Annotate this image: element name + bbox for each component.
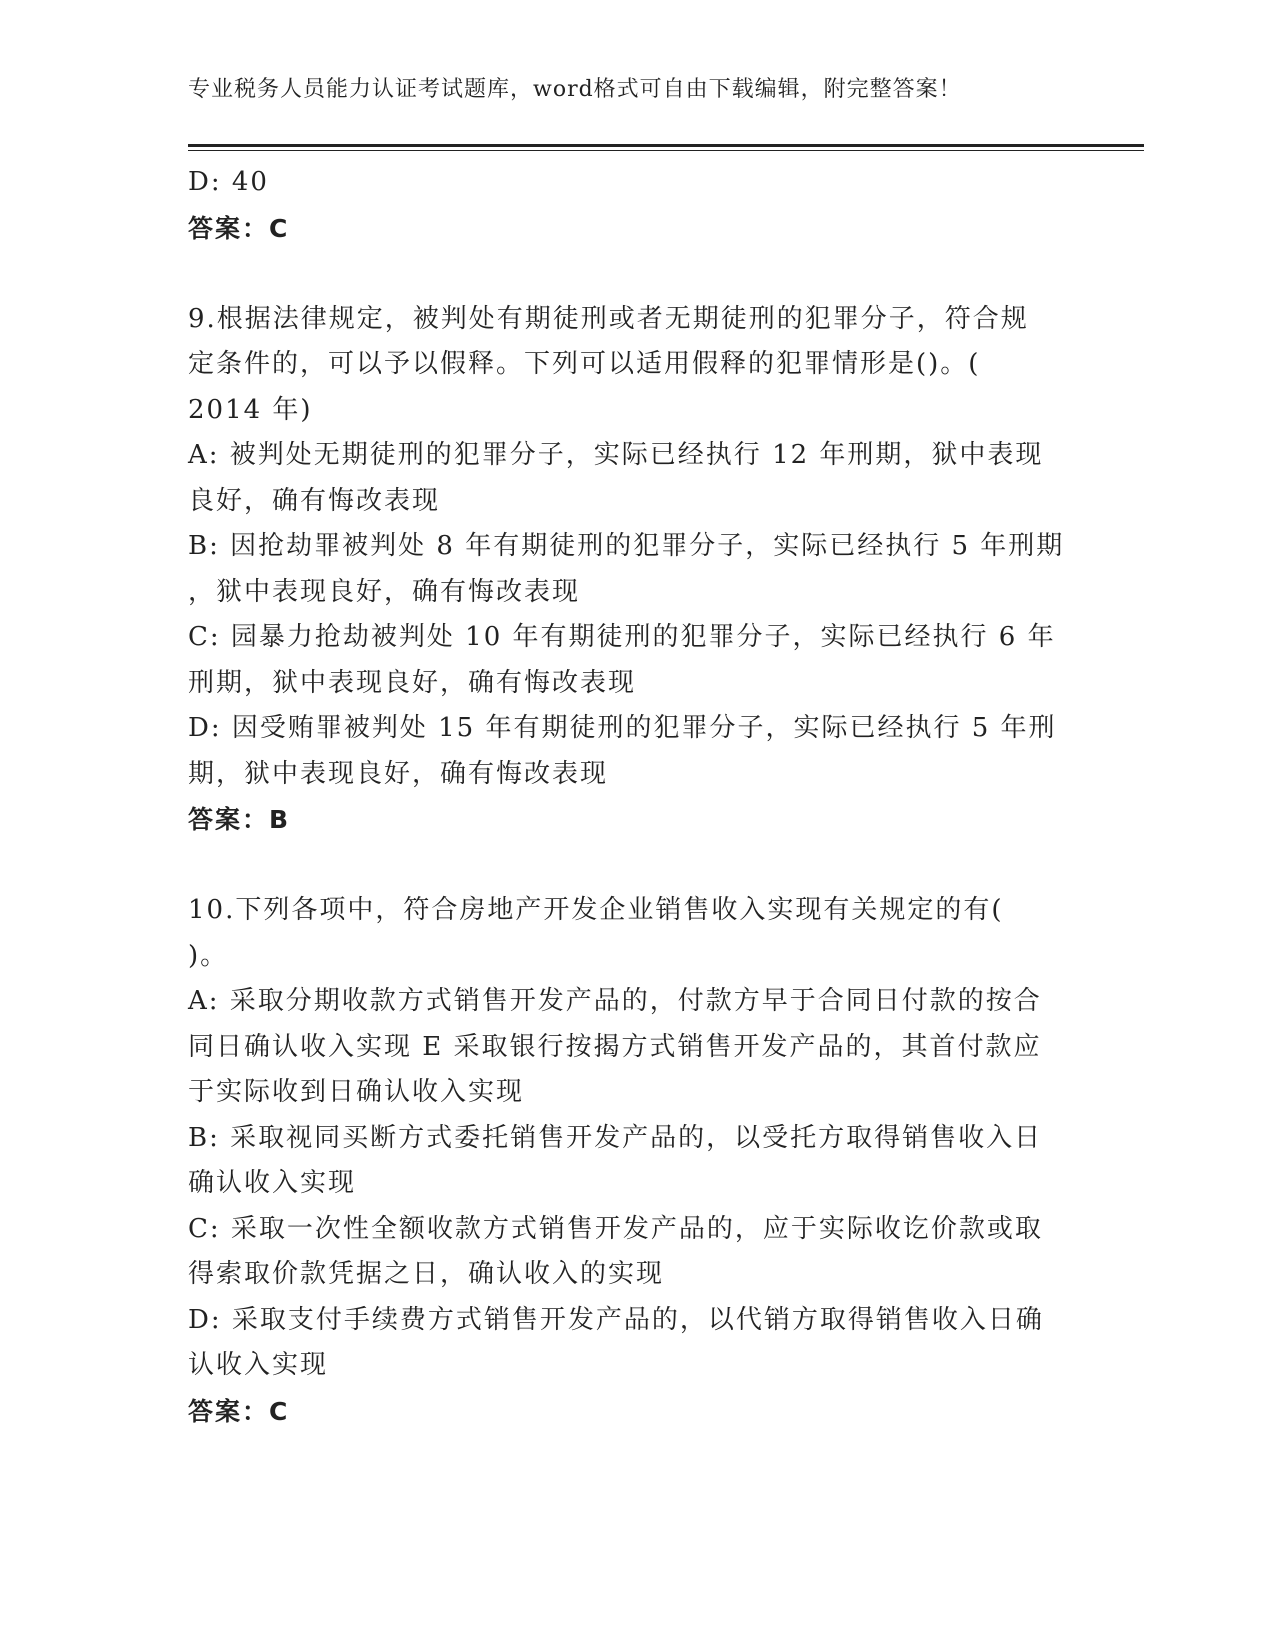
option-c: 得索取价款凭据之日，确认收入的实现 [188, 1259, 665, 1289]
option-d: D: 40 [188, 167, 269, 197]
option-d: 认收入实现 [188, 1350, 329, 1380]
option-b: B: 因抢劫罪被判处 8 年有期徒刑的犯罪分子，实际已经执行 5 年刑期 [188, 531, 1065, 561]
spacer [188, 843, 1088, 889]
option-b: 确认收入实现 [188, 1168, 357, 1198]
question-stem: 9.根据法律规定，被判处有期徒刑或者无期徒刑的犯罪分子，符合规 [188, 303, 1029, 334]
option-a: 同日确认收入实现 E 采取银行按揭方式销售开发产品的，其首付款应 [188, 1031, 1042, 1062]
question-10 [188, 888, 1088, 1434]
option-b: B: 采取视同买断方式委托销售开发产品的，以受托方取得销售收入日 [188, 1122, 1043, 1153]
question-9 [188, 297, 1088, 843]
spacer [188, 251, 1088, 297]
option-d: D: 采取支付手续费方式销售开发产品的，以代销方取得销售收入日确 [188, 1304, 1044, 1335]
question-8-tail [188, 160, 1088, 251]
answer-line: 答案：B [188, 805, 291, 834]
question-stem: 10.下列各项中，符合房地产开发企业销售收入实现有关规定的有( [188, 895, 1004, 925]
answer-line: 答案：C [188, 213, 290, 243]
option-a: 于实际收到日确认收入实现 [188, 1077, 525, 1107]
option-a: 良好，确有悔改表现 [188, 485, 441, 516]
option-c: C: 采取一次性全额收款方式销售开发产品的，应于实际收讫价款或取 [188, 1213, 1043, 1244]
option-c: 刑期，狱中表现良好，确有悔改表现 [188, 667, 637, 698]
option-d: D: 因受贿罪被判处 15 年有期徒刑的犯罪分子，实际已经执行 5 年刑 [188, 713, 1057, 743]
option-a: A: 采取分期收款方式销售开发产品的，付款方早于合同日付款的按合 [188, 986, 1042, 1016]
header-divider [188, 144, 1144, 151]
option-c: C: 园暴力抢劫被判处 10 年有期徒刑的犯罪分子，实际已经执行 6 年 [188, 622, 1056, 652]
question-stem: 定条件的，可以予以假释。下列可以适用假释的犯罪情形是()。( [188, 349, 981, 379]
question-stem: 2014 年) [188, 394, 313, 425]
page-header: 专业税务人员能力认证考试题库，word格式可自由下载编辑，附完整答案！ [188, 77, 962, 102]
option-a: A: 被判处无期徒刑的犯罪分子，实际已经执行 12 年刑期，狱中表现 [188, 440, 1044, 470]
answer-line: 答案：C [188, 1396, 290, 1426]
question-stem: )。 [188, 940, 229, 971]
question-content [188, 160, 1088, 1434]
option-d: 期，狱中表现良好，确有悔改表现 [188, 758, 609, 789]
option-b: ，狱中表现良好，确有悔改表现 [188, 576, 581, 607]
